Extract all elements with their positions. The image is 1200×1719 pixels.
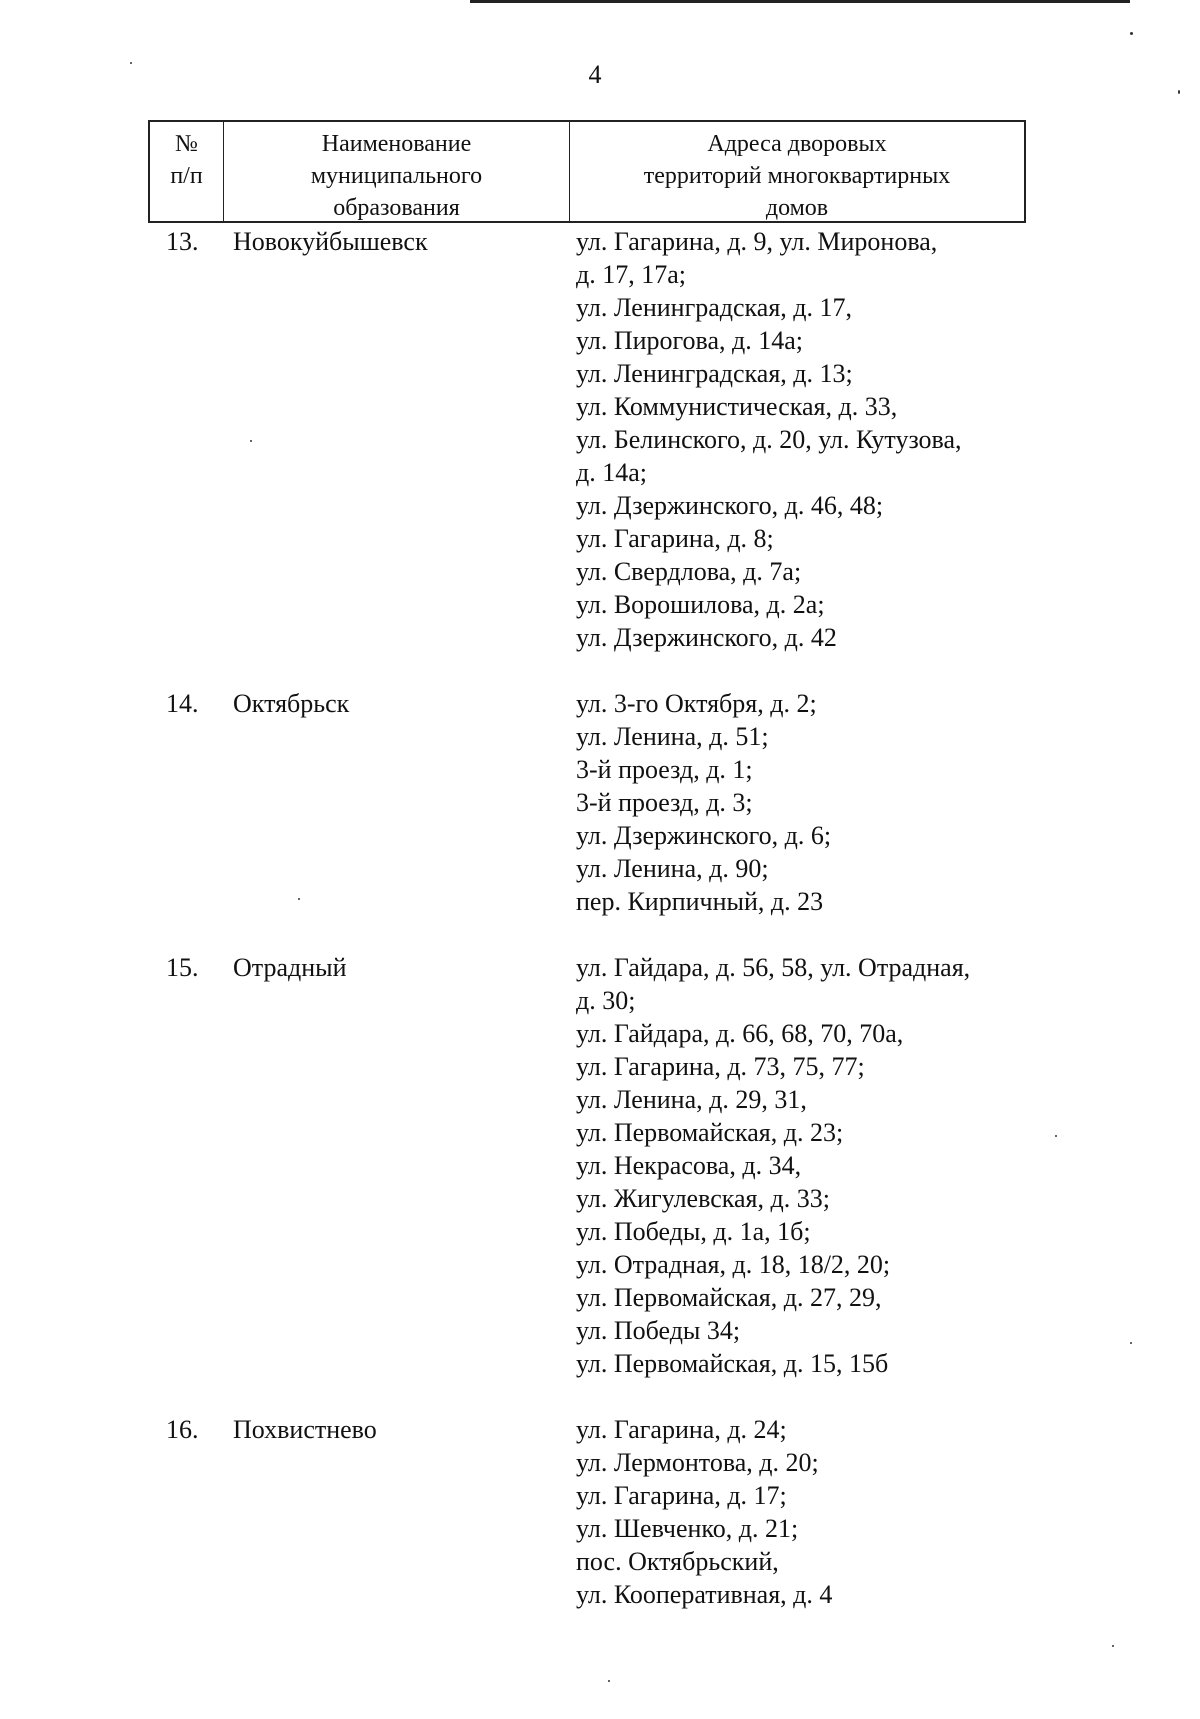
address-line: ул. Некрасова, д. 34, <box>576 1151 802 1180</box>
address-line: ул. Гагарина, д. 8; <box>576 524 774 553</box>
address-line: ул. Первомайская, д. 27, 29, <box>576 1283 882 1312</box>
address-line: пер. Кирпичный, д. 23 <box>576 887 824 916</box>
row-number: 14. <box>166 689 199 718</box>
address-line: пос. Октябрьский, <box>576 1547 779 1576</box>
header-text: образования <box>333 195 460 221</box>
address-list <box>576 951 970 1380</box>
address-line: ул. Жигулевская, д. 33; <box>576 1184 830 1213</box>
header-col-addresses <box>570 128 1024 224</box>
row-number: 13. <box>166 227 199 256</box>
address-line: ул. Ленина, д. 90; <box>576 854 769 883</box>
address-line: ул. Первомайская, д. 23; <box>576 1118 844 1147</box>
address-line: ул. Гайдара, д. 66, 68, 70, 70а, <box>576 1019 904 1048</box>
header-text: № <box>175 131 198 157</box>
header-text: Наименование <box>321 131 472 157</box>
header-col-number <box>150 128 223 192</box>
address-line: 3-й проезд, д. 3; <box>576 788 753 817</box>
address-line: ул. Гагарина, д. 9, ул. Миронова, <box>576 227 938 256</box>
header-text: муниципального <box>310 163 483 189</box>
header-text: п/п <box>170 163 203 189</box>
address-line: ул. Гагарина, д. 17; <box>576 1481 787 1510</box>
address-line: 3-й проезд, д. 1; <box>576 755 753 784</box>
address-line: ул. Ленинградская, д. 17, <box>576 293 853 322</box>
address-line: ул. Белинского, д. 20, ул. Кутузова, <box>576 425 962 454</box>
header-text: Адреса дворовых <box>707 131 887 157</box>
address-line: ул. Лермонтова, д. 20; <box>576 1448 819 1477</box>
page-number: 4 <box>588 60 602 89</box>
scan-speck <box>250 440 252 442</box>
municipality-name: Отрадный <box>233 953 347 982</box>
address-line: д. 14а; <box>576 458 647 487</box>
header-text: домов <box>765 195 829 221</box>
address-line: ул. Гагарина, д. 73, 75, 77; <box>576 1052 865 1081</box>
address-line: ул. Победы, д. 1а, 1б; <box>576 1217 811 1246</box>
address-line: ул. Ленинградская, д. 13; <box>576 359 853 388</box>
header-text: территорий многоквартирных <box>643 163 951 189</box>
municipality-name: Похвистнево <box>233 1415 377 1444</box>
row-number: 15. <box>166 953 199 982</box>
scan-speck <box>1130 32 1133 35</box>
scan-speck <box>1178 90 1180 94</box>
address-line: ул. Победы 34; <box>576 1316 741 1345</box>
address-line: ул. Ленина, д. 51; <box>576 722 769 751</box>
address-line: ул. Отрадная, д. 18, 18/2, 20; <box>576 1250 891 1279</box>
address-list <box>576 687 831 918</box>
scan-speck <box>608 1680 610 1682</box>
scan-speck <box>130 62 132 64</box>
scan-speck <box>1112 1645 1114 1647</box>
address-line: ул. Ленина, д. 29, 31, <box>576 1085 807 1114</box>
top-rule <box>470 0 1130 3</box>
address-line: ул. Ворошилова, д. 2а; <box>576 590 825 619</box>
address-line: ул. Гайдара, д. 56, 58, ул. Отрадная, <box>576 953 971 982</box>
address-line: ул. Кооперативная, д. 4 <box>576 1580 833 1609</box>
address-line: ул. Первомайская, д. 15, 15б <box>576 1349 889 1378</box>
address-line: ул. Шевченко, д. 21; <box>576 1514 799 1543</box>
scan-speck <box>1130 1342 1132 1344</box>
address-line: ул. Пирогова, д. 14а; <box>576 326 804 355</box>
address-line: д. 17, 17а; <box>576 260 686 289</box>
address-line: ул. Дзержинского, д. 46, 48; <box>576 491 884 520</box>
address-line: ул. Свердлова, д. 7а; <box>576 557 802 586</box>
header-col-municipality <box>224 128 569 224</box>
municipality-name: Октябрьск <box>233 689 350 718</box>
address-line: ул. Гагарина, д. 24; <box>576 1415 787 1444</box>
address-line: ул. Дзержинского, д. 42 <box>576 623 837 652</box>
address-list <box>576 1413 832 1611</box>
row-number: 16. <box>166 1415 199 1444</box>
table-header <box>148 120 1026 223</box>
address-list <box>576 225 962 654</box>
address-line: ул. 3-го Октября, д. 2; <box>576 689 817 718</box>
scan-speck <box>1055 1135 1057 1137</box>
municipality-name: Новокуйбышевск <box>233 227 428 256</box>
address-line: ул. Дзержинского, д. 6; <box>576 821 832 850</box>
address-line: ул. Коммунистическая, д. 33, <box>576 392 898 421</box>
address-line: д. 30; <box>576 986 636 1015</box>
scan-speck <box>298 898 300 900</box>
